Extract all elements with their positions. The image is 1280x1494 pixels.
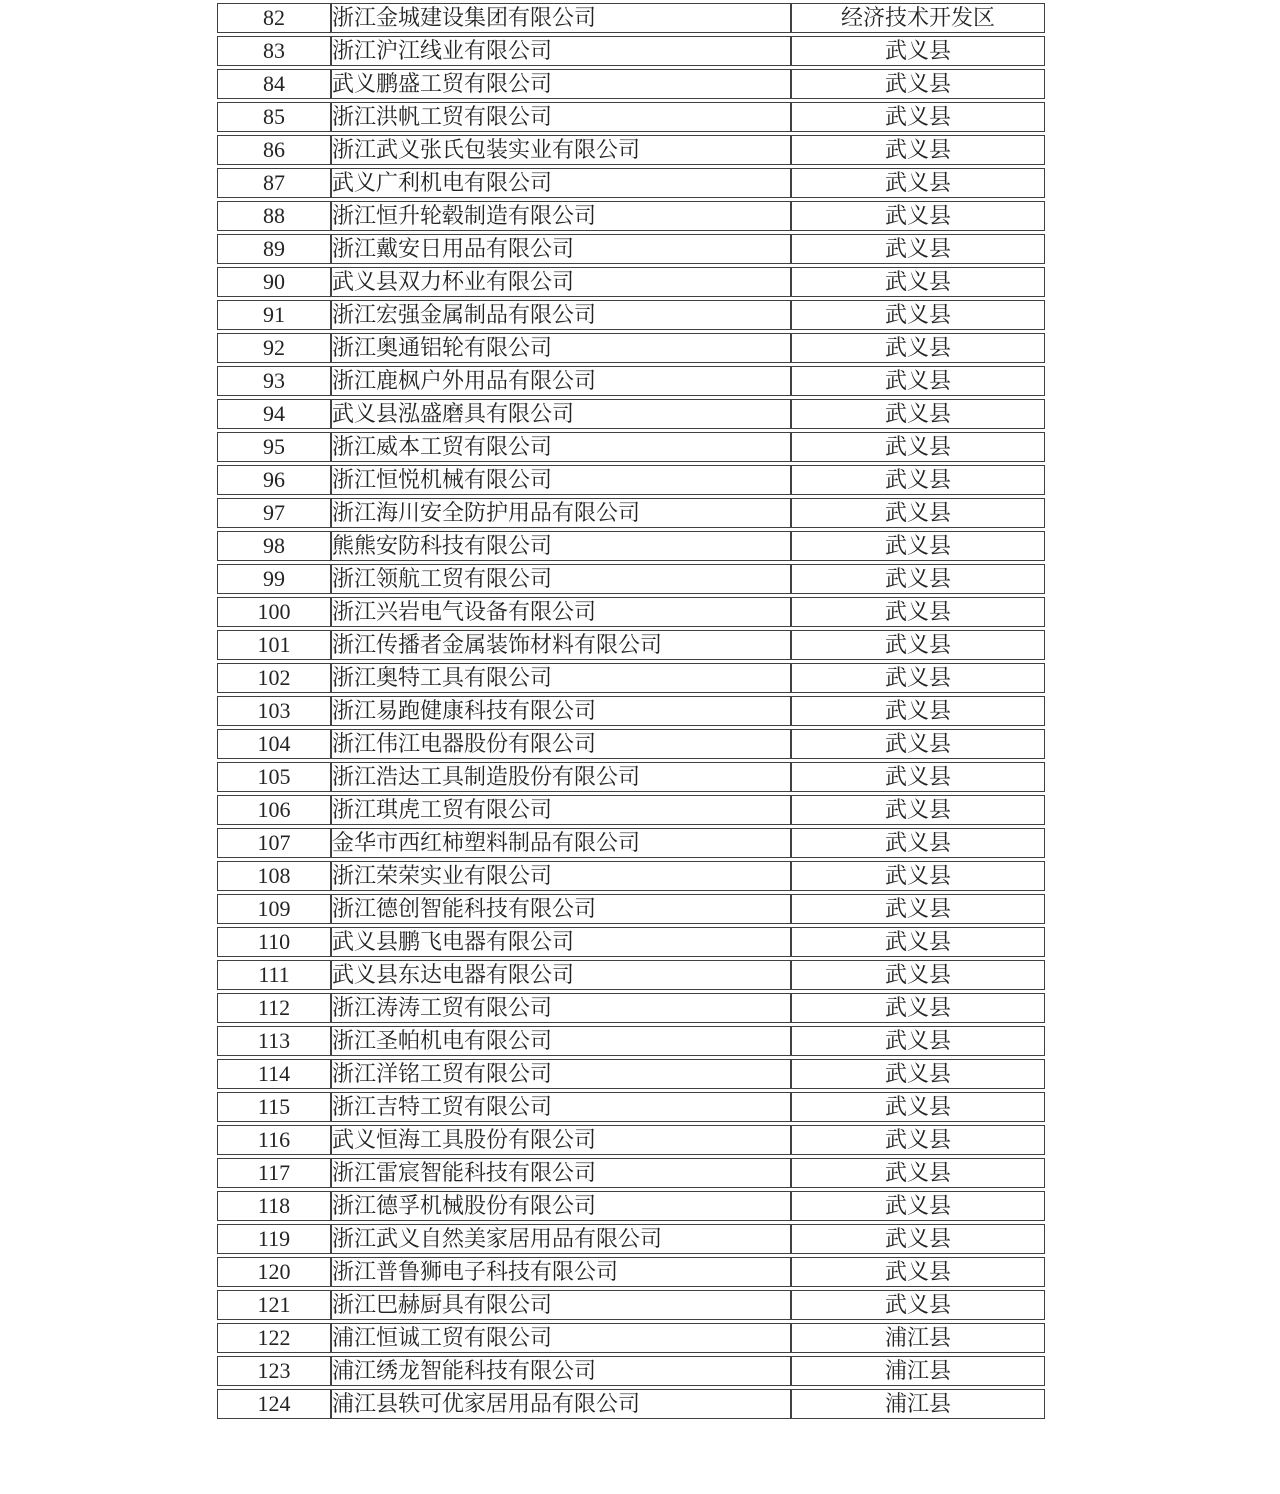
- company-name-cell: 浙江武义张氏包装实业有限公司: [331, 135, 791, 165]
- company-name-cell: 浙江沪江线业有限公司: [331, 36, 791, 66]
- company-name-cell: 浙江涛涛工贸有限公司: [331, 993, 791, 1023]
- row-number-cell: 120: [217, 1257, 331, 1287]
- company-name-cell: 浦江绣龙智能科技有限公司: [331, 1356, 791, 1386]
- row-number-cell: 101: [217, 630, 331, 660]
- company-name-cell: 熊熊安防科技有限公司: [331, 531, 791, 561]
- district-cell: 浦江县: [791, 1323, 1045, 1353]
- district-cell: 武义县: [791, 366, 1045, 396]
- row-number-cell: 103: [217, 696, 331, 726]
- district-cell: 武义县: [791, 1158, 1045, 1188]
- table-row: [217, 993, 1045, 1023]
- table-row: [217, 432, 1045, 462]
- table-row: [217, 960, 1045, 990]
- company-name-cell: 金华市西红柿塑料制品有限公司: [331, 828, 791, 858]
- company-table: [217, 0, 1045, 1422]
- district-cell: 武义县: [791, 762, 1045, 792]
- table-row: [217, 696, 1045, 726]
- row-number-cell: 92: [217, 333, 331, 363]
- company-name-cell: 浙江宏强金属制品有限公司: [331, 300, 791, 330]
- district-cell: 武义县: [791, 465, 1045, 495]
- row-number-cell: 88: [217, 201, 331, 231]
- company-name-cell: 浙江恒悦机械有限公司: [331, 465, 791, 495]
- company-name-cell: 浙江德创智能科技有限公司: [331, 894, 791, 924]
- district-cell: 浦江县: [791, 1389, 1045, 1419]
- row-number-cell: 109: [217, 894, 331, 924]
- table-row: [217, 1323, 1045, 1353]
- table-row: [217, 1026, 1045, 1056]
- row-number-cell: 113: [217, 1026, 331, 1056]
- district-cell: 武义县: [791, 36, 1045, 66]
- row-number-cell: 93: [217, 366, 331, 396]
- row-number-cell: 115: [217, 1092, 331, 1122]
- company-name-cell: 浙江琪虎工贸有限公司: [331, 795, 791, 825]
- table-row: [217, 1092, 1045, 1122]
- row-number-cell: 118: [217, 1191, 331, 1221]
- row-number-cell: 121: [217, 1290, 331, 1320]
- district-cell: 武义县: [791, 1026, 1045, 1056]
- company-name-cell: 浙江易跑健康科技有限公司: [331, 696, 791, 726]
- row-number-cell: 106: [217, 795, 331, 825]
- table-row: [217, 1191, 1045, 1221]
- district-cell: 武义县: [791, 168, 1045, 198]
- district-cell: 武义县: [791, 729, 1045, 759]
- table-row: [217, 663, 1045, 693]
- district-cell: 经济技术开发区: [791, 3, 1045, 33]
- company-name-cell: 浙江巴赫厨具有限公司: [331, 1290, 791, 1320]
- table-row: [217, 168, 1045, 198]
- district-cell: 武义县: [791, 663, 1045, 693]
- table-row: [217, 36, 1045, 66]
- row-number-cell: 83: [217, 36, 331, 66]
- company-name-cell: 浙江威本工贸有限公司: [331, 432, 791, 462]
- row-number-cell: 89: [217, 234, 331, 264]
- company-name-cell: 浙江奥通铝轮有限公司: [331, 333, 791, 363]
- row-number-cell: 123: [217, 1356, 331, 1386]
- row-number-cell: 102: [217, 663, 331, 693]
- table-row: [217, 102, 1045, 132]
- table-row: [217, 1158, 1045, 1188]
- company-name-cell: 武义县双力杯业有限公司: [331, 267, 791, 297]
- company-name-cell: 浙江洋铭工贸有限公司: [331, 1059, 791, 1089]
- district-cell: 武义县: [791, 828, 1045, 858]
- table-row: [217, 828, 1045, 858]
- district-cell: 浦江县: [791, 1356, 1045, 1386]
- company-name-cell: 浙江普鲁狮电子科技有限公司: [331, 1257, 791, 1287]
- table-row: [217, 795, 1045, 825]
- table-row: [217, 861, 1045, 891]
- table-row: [217, 1224, 1045, 1254]
- row-number-cell: 86: [217, 135, 331, 165]
- table-row: [217, 69, 1045, 99]
- table-body: [217, 3, 1045, 1419]
- company-name-cell: 武义恒海工具股份有限公司: [331, 1125, 791, 1155]
- row-number-cell: 117: [217, 1158, 331, 1188]
- row-number-cell: 119: [217, 1224, 331, 1254]
- district-cell: 武义县: [791, 927, 1045, 957]
- company-name-cell: 武义县鹏飞电器有限公司: [331, 927, 791, 957]
- district-cell: 武义县: [791, 432, 1045, 462]
- table-row: [217, 564, 1045, 594]
- district-cell: 武义县: [791, 102, 1045, 132]
- company-name-cell: 浙江浩达工具制造股份有限公司: [331, 762, 791, 792]
- table-row: [217, 1059, 1045, 1089]
- table-row: [217, 267, 1045, 297]
- table-row: [217, 3, 1045, 33]
- company-name-cell: 浙江伟江电器股份有限公司: [331, 729, 791, 759]
- table-row: [217, 1356, 1045, 1386]
- company-name-cell: 浙江兴岩电气设备有限公司: [331, 597, 791, 627]
- table-row: [217, 630, 1045, 660]
- row-number-cell: 112: [217, 993, 331, 1023]
- company-name-cell: 浙江荣荣实业有限公司: [331, 861, 791, 891]
- table-row: [217, 927, 1045, 957]
- company-name-cell: 浙江洪帆工贸有限公司: [331, 102, 791, 132]
- table-row: [217, 465, 1045, 495]
- district-cell: 武义县: [791, 894, 1045, 924]
- district-cell: 武义县: [791, 135, 1045, 165]
- table-row: [217, 597, 1045, 627]
- district-cell: 武义县: [791, 1125, 1045, 1155]
- district-cell: 武义县: [791, 1059, 1045, 1089]
- row-number-cell: 82: [217, 3, 331, 33]
- company-name-cell: 浙江金城建设集团有限公司: [331, 3, 791, 33]
- company-name-cell: 浙江领航工贸有限公司: [331, 564, 791, 594]
- table-row: [217, 1290, 1045, 1320]
- district-cell: 武义县: [791, 993, 1045, 1023]
- company-name-cell: 浦江县轶可优家居用品有限公司: [331, 1389, 791, 1419]
- row-number-cell: 97: [217, 498, 331, 528]
- row-number-cell: 111: [217, 960, 331, 990]
- company-name-cell: 浙江德孚机械股份有限公司: [331, 1191, 791, 1221]
- district-cell: 武义县: [791, 201, 1045, 231]
- company-name-cell: 浙江恒升轮毂制造有限公司: [331, 201, 791, 231]
- district-cell: 武义县: [791, 399, 1045, 429]
- row-number-cell: 95: [217, 432, 331, 462]
- district-cell: 武义县: [791, 597, 1045, 627]
- company-name-cell: 浙江雷宸智能科技有限公司: [331, 1158, 791, 1188]
- district-cell: 武义县: [791, 234, 1045, 264]
- company-name-cell: 浙江鹿枫户外用品有限公司: [331, 366, 791, 396]
- row-number-cell: 84: [217, 69, 331, 99]
- district-cell: 武义县: [791, 1224, 1045, 1254]
- table-row: [217, 333, 1045, 363]
- row-number-cell: 99: [217, 564, 331, 594]
- district-cell: 武义县: [791, 1290, 1045, 1320]
- district-cell: 武义县: [791, 861, 1045, 891]
- table-row: [217, 894, 1045, 924]
- row-number-cell: 96: [217, 465, 331, 495]
- row-number-cell: 91: [217, 300, 331, 330]
- district-cell: 武义县: [791, 960, 1045, 990]
- table-row: [217, 201, 1045, 231]
- row-number-cell: 110: [217, 927, 331, 957]
- district-cell: 武义县: [791, 498, 1045, 528]
- company-name-cell: 浦江恒诚工贸有限公司: [331, 1323, 791, 1353]
- table-row: [217, 729, 1045, 759]
- company-name-cell: 武义县泓盛磨具有限公司: [331, 399, 791, 429]
- row-number-cell: 124: [217, 1389, 331, 1419]
- table-row: [217, 135, 1045, 165]
- table-row: [217, 762, 1045, 792]
- table-row: [217, 1125, 1045, 1155]
- table-row: [217, 531, 1045, 561]
- table-row: [217, 1257, 1045, 1287]
- row-number-cell: 122: [217, 1323, 331, 1353]
- row-number-cell: 100: [217, 597, 331, 627]
- row-number-cell: 87: [217, 168, 331, 198]
- table-row: [217, 1389, 1045, 1419]
- district-cell: 武义县: [791, 1257, 1045, 1287]
- district-cell: 武义县: [791, 630, 1045, 660]
- row-number-cell: 108: [217, 861, 331, 891]
- company-name-cell: 武义鹏盛工贸有限公司: [331, 69, 791, 99]
- table-row: [217, 366, 1045, 396]
- district-cell: 武义县: [791, 1092, 1045, 1122]
- company-name-cell: 浙江武义自然美家居用品有限公司: [331, 1224, 791, 1254]
- table-row: [217, 498, 1045, 528]
- district-cell: 武义县: [791, 267, 1045, 297]
- row-number-cell: 85: [217, 102, 331, 132]
- district-cell: 武义县: [791, 1191, 1045, 1221]
- row-number-cell: 104: [217, 729, 331, 759]
- row-number-cell: 94: [217, 399, 331, 429]
- district-cell: 武义县: [791, 333, 1045, 363]
- company-name-cell: 浙江奥特工具有限公司: [331, 663, 791, 693]
- district-cell: 武义县: [791, 564, 1045, 594]
- district-cell: 武义县: [791, 300, 1045, 330]
- district-cell: 武义县: [791, 696, 1045, 726]
- row-number-cell: 114: [217, 1059, 331, 1089]
- company-name-cell: 浙江吉特工贸有限公司: [331, 1092, 791, 1122]
- row-number-cell: 116: [217, 1125, 331, 1155]
- company-name-cell: 浙江圣帕机电有限公司: [331, 1026, 791, 1056]
- district-cell: 武义县: [791, 69, 1045, 99]
- table-row: [217, 234, 1045, 264]
- district-cell: 武义县: [791, 531, 1045, 561]
- row-number-cell: 105: [217, 762, 331, 792]
- company-name-cell: 浙江海川安全防护用品有限公司: [331, 498, 791, 528]
- row-number-cell: 107: [217, 828, 331, 858]
- company-name-cell: 浙江传播者金属装饰材料有限公司: [331, 630, 791, 660]
- company-name-cell: 武义县东达电器有限公司: [331, 960, 791, 990]
- table-row: [217, 300, 1045, 330]
- company-name-cell: 武义广利机电有限公司: [331, 168, 791, 198]
- district-cell: 武义县: [791, 795, 1045, 825]
- company-name-cell: 浙江戴安日用品有限公司: [331, 234, 791, 264]
- table-row: [217, 399, 1045, 429]
- row-number-cell: 98: [217, 531, 331, 561]
- row-number-cell: 90: [217, 267, 331, 297]
